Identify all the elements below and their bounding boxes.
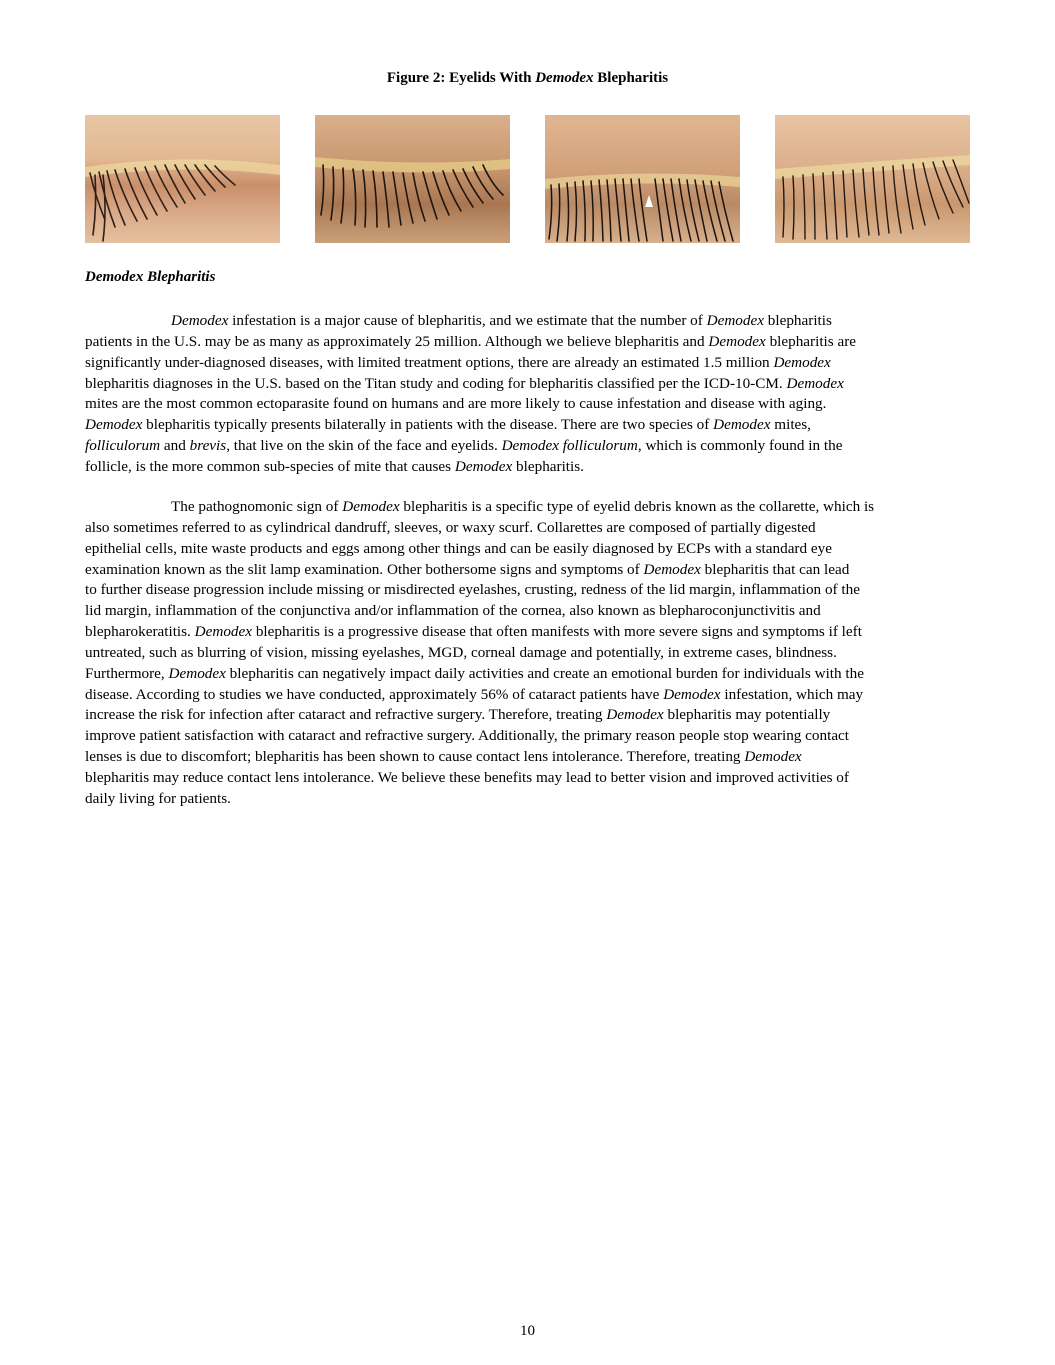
italic-run: Demodex <box>744 748 802 766</box>
text-run: blepharitis typically presents bilaterally in patients with the disease. There are two species of <box>142 416 714 434</box>
text-line <box>85 747 970 768</box>
text-line <box>85 415 970 436</box>
text-line <box>85 436 970 457</box>
text-run: blepharokeratitis. <box>85 623 195 641</box>
eyelid-photo-3 <box>545 115 740 243</box>
section-heading: Demodex Blepharitis <box>85 269 216 285</box>
text-line <box>85 353 970 374</box>
eyelid-photo-strip <box>85 115 970 243</box>
italic-run: Demodex <box>773 353 831 371</box>
text-run: mites are the most common ectoparasite found on humans and are more likely to cause infestation and disease with aging. <box>85 395 827 413</box>
text-line <box>85 664 970 685</box>
text-run: significantly under-diagnosed diseases, with limited treatment options, there are already an estimated 1.5 million <box>85 353 774 371</box>
text-run: blepharitis may potentially <box>663 706 831 724</box>
italic-run: Demodex folliculorum, <box>501 437 642 455</box>
text-run: patients in the U.S. may be as many as approximately 25 million. Although we believe blepharitis and <box>85 332 709 350</box>
text-line <box>85 705 970 726</box>
italic-run: Demodex <box>643 560 701 578</box>
text-run: which is commonly found in the <box>641 437 843 455</box>
italic-run: Demodex <box>168 664 226 682</box>
italic-run: Demodex <box>708 332 766 350</box>
text-line <box>85 560 970 581</box>
text-run: to further disease progression include missing or misdirected eyelashes, crusting, redness of the lid margin, inflammation of the <box>85 581 860 599</box>
text-line <box>85 311 970 332</box>
figure-title-prefix: Figure 2: Eyelids With <box>386 70 536 86</box>
text-run: lenses is due to discomfort; blepharitis has been shown to cause contact lens intolerance. Therefore, treating <box>85 748 745 766</box>
text-run: daily living for patients. <box>85 789 231 807</box>
text-run: blepharitis are <box>765 332 857 350</box>
italic-run: Demodex <box>454 457 513 475</box>
text-line <box>85 622 970 643</box>
text-line <box>85 643 970 664</box>
text-run: examination known as the slit lamp examination. Other bothersome signs and symptoms of <box>85 560 644 578</box>
text-run: infestation is a major cause of blepharitis, and we estimate that the number of <box>228 312 707 329</box>
italic-run: folliculorum <box>85 437 161 455</box>
italic-run: Demodex <box>342 498 400 515</box>
text-line <box>85 374 970 395</box>
text-run: improve patient satisfaction with cataract and refractive surgery. Additionally, the primary reason people stop wearing contact <box>85 727 850 745</box>
eyelid-photo-1 <box>85 115 280 243</box>
figure-title-italic: Demodex <box>535 70 594 86</box>
paragraph-2 <box>85 497 970 810</box>
text-run: blepharitis is a progressive disease that often manifests with more severe signs and symptoms if left <box>252 623 862 641</box>
text-line <box>85 601 970 622</box>
text-run: epithelial cells, mite waste products and eggs among other things and can be easily diagnosed by ECPs with a standard eye <box>85 539 832 557</box>
text-line <box>85 726 970 747</box>
text-run: blepharitis may reduce contact lens intolerance. We believe these benefits may lead to better vision and improved activities of <box>85 768 849 786</box>
text-line <box>85 580 970 601</box>
text-run: blepharitis diagnoses in the U.S. based on the Titan study and coding for blepharitis classified per the ICD-10-CM. <box>85 374 787 392</box>
text-run: infestation, which may <box>720 685 864 703</box>
text-run: , that live on the skin of the face and eyelids. <box>226 437 502 455</box>
figure-title-suffix: Blepharitis <box>593 70 669 86</box>
eyelid-photo-4 <box>775 115 970 243</box>
italic-run: Demodex <box>85 416 143 434</box>
text-run: follicle, is the more common sub-species of mite that causes <box>85 457 455 475</box>
text-run: The pathognomonic sign of <box>171 498 343 515</box>
text-line <box>85 332 970 353</box>
text-line <box>85 768 970 789</box>
italic-run: Demodex <box>606 706 664 724</box>
text-run: disease. According to studies we have conducted, approximately 56% of cataract patients have <box>85 685 664 703</box>
italic-run: Demodex <box>713 416 771 434</box>
italic-run: Demodex <box>706 312 764 329</box>
text-run: blepharitis. <box>512 457 584 475</box>
page-number: 10 <box>520 1323 535 1339</box>
text-run: and <box>160 437 190 455</box>
text-run: increase the risk for infection after cataract and refractive surgery. Therefore, treating <box>85 706 607 724</box>
text-line <box>85 539 970 560</box>
text-line <box>85 457 970 478</box>
italic-run: Demodex <box>786 374 844 392</box>
figure-title <box>0 70 1055 87</box>
text-run: blepharitis <box>763 312 832 329</box>
text-run: mites, <box>770 416 811 434</box>
text-line <box>85 394 970 415</box>
paragraph-1 <box>85 311 970 478</box>
italic-run: Demodex <box>194 623 253 641</box>
text-run: also sometimes referred to as cylindrical dandruff, sleeves, or waxy scurf. Collarettes are composed of partially digested <box>85 518 816 536</box>
text-run: Furthermore, <box>85 664 169 682</box>
italic-run: Demodex <box>663 685 721 703</box>
text-run: untreated, such as blurring of vision, missing eyelashes, MGD, corneal damage and potentially, in extreme cases, blindness. <box>85 643 837 661</box>
text-run: blepharitis that can lead <box>700 560 850 578</box>
text-run: blepharitis can negatively impact daily activities and create an emotional burden for individuals with the <box>225 664 864 682</box>
italic-run: Demodex <box>171 312 229 329</box>
eyelid-photo-2 <box>315 115 510 243</box>
text-line <box>85 518 970 539</box>
text-line <box>85 685 970 706</box>
text-run: lid margin, inflammation of the conjunctiva and/or inflammation of the cornea, also known as blepharoconjunctivitis and <box>85 602 821 620</box>
text-line <box>85 497 970 518</box>
text-run: blepharitis is a specific type of eyelid debris known as the collarette, which is <box>399 498 875 515</box>
text-line <box>85 789 970 810</box>
italic-run: brevis <box>189 437 227 455</box>
